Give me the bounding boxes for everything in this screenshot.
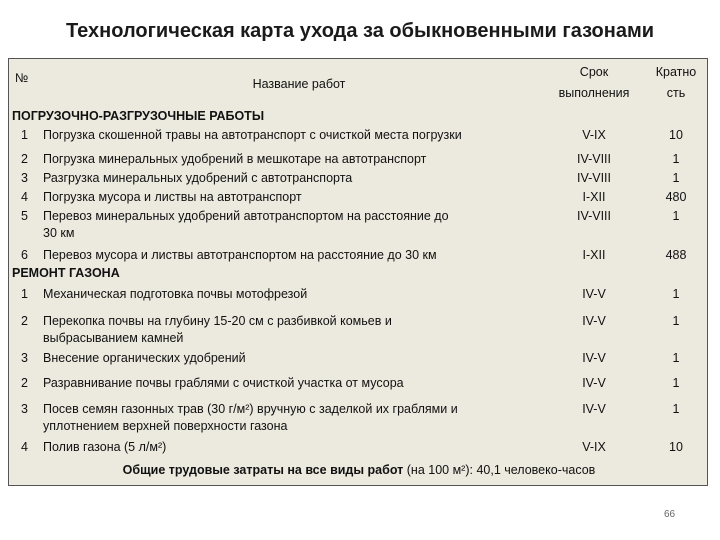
row-num: 3 — [21, 402, 28, 416]
row-name-line2: 30 км — [43, 226, 75, 240]
header-freq-2: сть — [666, 86, 686, 100]
row-num: 4 — [21, 440, 28, 454]
row-term: IV-VIII — [576, 152, 612, 166]
row-term: IV-VIII — [576, 171, 612, 185]
row-name: Механическая подготовка почвы мотофрезой — [43, 287, 308, 301]
row-term: IV-VIII — [576, 209, 612, 223]
row-name: Перевоз мусора и листвы автотранспортом на расстояние до 30 км — [43, 248, 437, 262]
row-num: 6 — [21, 248, 28, 262]
row-freq: 1 — [672, 402, 680, 416]
row-name: Разгрузка минеральных удобрений с автотранспорта — [43, 171, 353, 185]
row-name: Разравнивание почвы граблями с очисткой участка от мусора — [43, 376, 404, 390]
row-term: V-IX — [582, 128, 606, 142]
header-name: Название работ — [252, 77, 346, 91]
row-freq: 1 — [672, 209, 680, 223]
header-freq-1: Кратно — [655, 65, 697, 79]
total-labor-summary — [9, 463, 709, 478]
row-freq: 1 — [672, 171, 680, 185]
row-num: 2 — [21, 152, 28, 166]
section-title-loading: ПОГРУЗОЧНО-РАЗГРУЗОЧНЫЕ РАБОТЫ — [12, 109, 265, 123]
row-num: 2 — [21, 376, 28, 390]
header-term-2: выполнения — [558, 86, 630, 100]
header-num: № — [15, 71, 29, 85]
row-freq: 1 — [672, 287, 680, 301]
row-num: 5 — [21, 209, 28, 223]
row-num: 3 — [21, 351, 28, 365]
row-name: Погрузка скошенной травы на автотранспорт с очисткой места погрузки — [43, 128, 462, 142]
row-term: IV-V — [582, 376, 606, 390]
row-term: I-XII — [582, 190, 606, 204]
total-labor-label: Общие трудовые затраты на все виды работ — [122, 463, 404, 477]
row-term: IV-V — [582, 314, 606, 328]
row-term: IV-V — [582, 351, 606, 365]
row-freq: 1 — [672, 152, 680, 166]
row-name: Полив газона (5 л/м²) — [43, 440, 167, 454]
row-term: IV-V — [582, 402, 606, 416]
row-num: 4 — [21, 190, 28, 204]
row-term: V-IX — [582, 440, 606, 454]
header-term-1: Срок — [579, 65, 609, 79]
row-term: IV-V — [582, 287, 606, 301]
row-term: I-XII — [582, 248, 606, 262]
row-freq: 1 — [672, 314, 680, 328]
row-name: Погрузка минеральных удобрений в мешкотаре на автотранспорт — [43, 152, 427, 166]
section-title-repair: РЕМОНТ ГАЗОНА — [12, 266, 120, 280]
row-name-line2: уплотнением верхней поверхности газона — [43, 419, 288, 433]
row-name: Внесение органических удобрений — [43, 351, 246, 365]
work-table — [8, 58, 708, 486]
row-freq: 1 — [672, 351, 680, 365]
row-name-line1: Посев семян газонных трав (30 г/м²) вручную с заделкой их граблями и — [43, 402, 458, 416]
row-freq: 1 — [672, 376, 680, 390]
page-title: Технологическая карта ухода за обыкновенными газонами — [65, 20, 655, 42]
row-freq: 10 — [669, 128, 683, 142]
row-num: 1 — [21, 287, 28, 301]
row-num: 2 — [21, 314, 28, 328]
row-name-line2: выбрасыванием камней — [43, 331, 184, 345]
row-num: 1 — [21, 128, 28, 142]
row-freq: 488 — [665, 248, 687, 262]
row-name-line1: Перевоз минеральных удобрений автотранспортом на расстояние до — [43, 209, 449, 223]
total-labor-value: (на 100 м²): 40,1 человеко-часов — [403, 463, 596, 477]
row-name: Погрузка мусора и листвы на автотранспорт — [43, 190, 302, 204]
row-num: 3 — [21, 171, 28, 185]
row-freq: 480 — [665, 190, 687, 204]
row-name-line1: Перекопка почвы на глубину 15-20 см с разбивкой комьев и — [43, 314, 392, 328]
page-number: 66 — [664, 509, 676, 520]
row-freq: 10 — [669, 440, 683, 454]
